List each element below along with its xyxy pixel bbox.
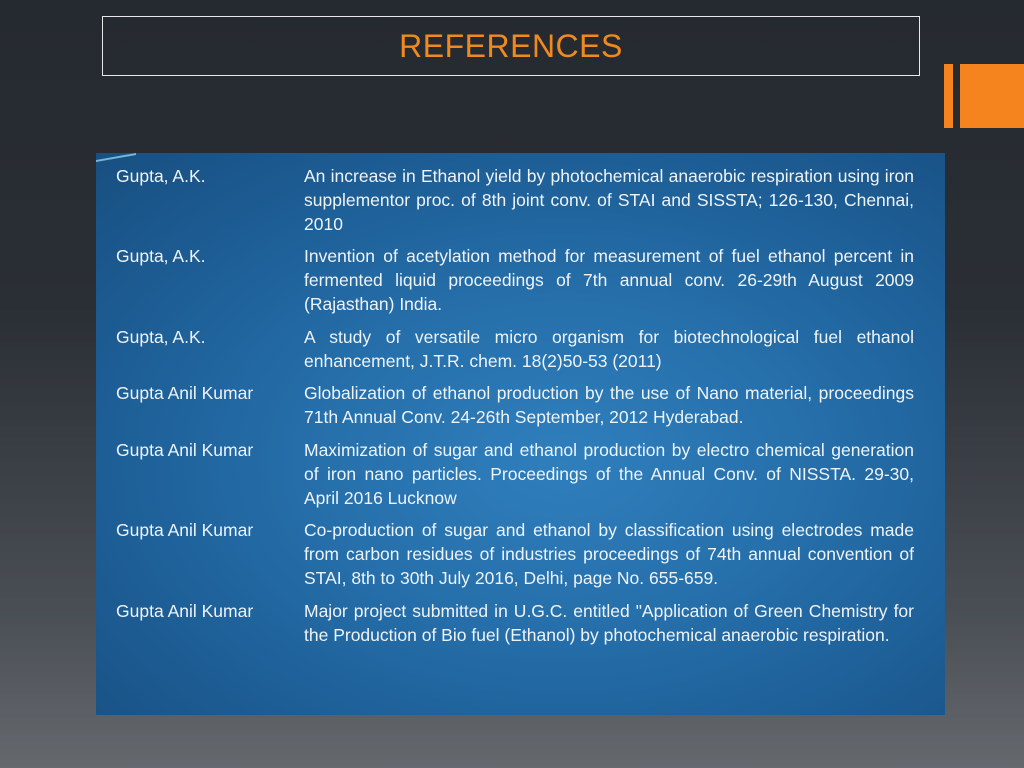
table-row [116, 245, 914, 325]
references-table [116, 165, 914, 656]
reference-description: Globalization of ethanol production by the use of Nano material, proceedings 71th Annual Conv. 24-26th September, 2012 Hyderabad. [304, 383, 914, 428]
reference-description: Maximization of sugar and ethanol production by electro chemical generation of iron nano particles. Proceedings of the Annual Conv. of NISSTA. 29-30, April 2016 Lucknow [304, 439, 914, 508]
accent-bar-thin [944, 64, 953, 128]
reference-description: Invention of acetylation method for measurement of fuel ethanol percent in fermented liquid proceedings of 7th annual conv. 26-29th August 2009 (Rajasthan) India. [304, 246, 914, 314]
table-row [116, 165, 914, 245]
reference-description: Co-production of sugar and ethanol by classification using electrodes made from carbon residues of industries proceedings of 74th annual convention of STAI, 8th to 30th July 2016, Delhi, page No. 655-659. [304, 520, 914, 588]
reference-description: An increase in Ethanol yield by photochemical anaerobic respiration using iron supplementor proc. of 8th joint conv. of STAI and SISSTA; 126-130, Chennai, 2010 [304, 166, 914, 234]
reference-author: Gupta, A.K. [116, 246, 206, 267]
table-row [116, 326, 914, 383]
table-row [116, 600, 914, 657]
reference-author: Gupta Anil Kumar [116, 439, 254, 460]
reference-author: Gupta, A.K. [116, 326, 206, 347]
table-row [116, 439, 914, 519]
reference-description: A study of versatile micro organism for biotechnological fuel ethanol enhancement, J.T.R. chem. 18(2)50-53 (2011) [304, 326, 914, 371]
reference-author: Gupta Anil Kumar [116, 383, 254, 404]
reference-description: Major project submitted in U.G.C. entitled "Application of Green Chemistry for the Production of Bio fuel (Ethanol) by photochemical anaerobic respiration. [304, 600, 914, 645]
reference-author: Gupta Anil Kumar [116, 600, 254, 621]
title-frame [102, 16, 920, 76]
table-row [116, 519, 914, 599]
accent-bar-thick [960, 64, 1024, 128]
corner-swoosh [96, 153, 156, 165]
reference-author: Gupta, A.K. [116, 166, 206, 186]
table-row [116, 382, 914, 439]
slide-title: REFERENCES [399, 27, 623, 64]
references-image-panel [96, 153, 945, 715]
reference-author: Gupta Anil Kumar [116, 520, 254, 541]
